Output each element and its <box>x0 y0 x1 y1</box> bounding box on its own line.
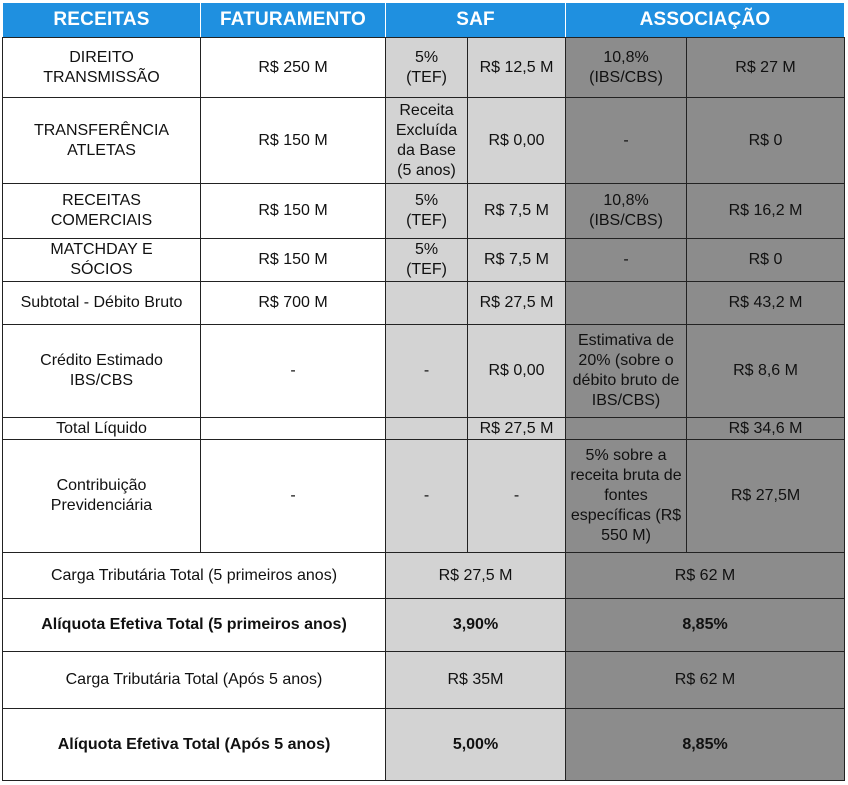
faturamento-value: R$ 150 M <box>201 239 386 282</box>
summary-assoc: R$ 62 M <box>566 652 845 709</box>
assoc-rate-empty <box>566 282 687 325</box>
tax-comparison-table <box>2 2 845 781</box>
row-label: Crédito Estimado IBS/CBS <box>3 325 201 418</box>
assoc-rate: 5% sobre a receita bruta de fontes específicas (R$ 550 M) <box>566 440 687 553</box>
assoc-rate: 10,8% (IBS/CBS) <box>566 184 687 239</box>
faturamento-value: R$ 700 M <box>201 282 386 325</box>
summary-saf: R$ 27,5 M <box>386 553 566 599</box>
assoc-rate: - <box>566 239 687 282</box>
row-total-liquido <box>3 418 845 440</box>
row-label: MATCHDAY E SÓCIOS <box>3 239 201 282</box>
saf-value: - <box>468 440 566 553</box>
summary-assoc: 8,85% <box>566 709 845 781</box>
faturamento-empty <box>201 418 386 440</box>
row-label: Total Líquido <box>3 418 201 440</box>
saf-rate: - <box>386 440 468 553</box>
row-aliquota-apos-5-anos <box>3 709 845 781</box>
row-carga-apos-5-anos <box>3 652 845 709</box>
row-label: Contribuição Previdenciária <box>3 440 201 553</box>
header-saf: SAF <box>386 3 566 38</box>
summary-assoc: R$ 62 M <box>566 553 845 599</box>
row-receitas-comerciais <box>3 184 845 239</box>
summary-saf: 5,00% <box>386 709 566 781</box>
row-contribuicao-previdenciaria <box>3 440 845 553</box>
saf-rate: 5% (TEF) <box>386 239 468 282</box>
assoc-rate: Estimativa de 20% (sobre o débito bruto de IBS/CBS) <box>566 325 687 418</box>
assoc-value: R$ 16,2 M <box>687 184 845 239</box>
summary-label: Carga Tributária Total (5 primeiros anos) <box>3 553 386 599</box>
row-direito-transmissao <box>3 38 845 98</box>
row-label: RECEITAS COMERCIAIS <box>3 184 201 239</box>
header-associacao: ASSOCIAÇÃO <box>566 3 845 38</box>
faturamento-value: - <box>201 325 386 418</box>
summary-saf: 3,90% <box>386 599 566 652</box>
saf-value: R$ 27,5 M <box>468 282 566 325</box>
assoc-value: R$ 27 M <box>687 38 845 98</box>
header-row <box>3 3 845 38</box>
summary-label: Carga Tributária Total (Após 5 anos) <box>3 652 386 709</box>
row-matchday-socios <box>3 239 845 282</box>
summary-label: Alíquota Efetiva Total (5 primeiros anos) <box>3 599 386 652</box>
assoc-rate-empty <box>566 418 687 440</box>
saf-rate-empty <box>386 282 468 325</box>
row-aliquota-5-anos <box>3 599 845 652</box>
faturamento-value: R$ 150 M <box>201 184 386 239</box>
saf-value: R$ 0,00 <box>468 325 566 418</box>
saf-value: R$ 7,5 M <box>468 239 566 282</box>
row-carga-5-anos <box>3 553 845 599</box>
assoc-rate: 10,8% (IBS/CBS) <box>566 38 687 98</box>
saf-rate: - <box>386 325 468 418</box>
assoc-value: R$ 8,6 M <box>687 325 845 418</box>
header-faturamento: FATURAMENTO <box>201 3 386 38</box>
saf-value: R$ 7,5 M <box>468 184 566 239</box>
assoc-value: R$ 27,5M <box>687 440 845 553</box>
saf-rate: 5% (TEF) <box>386 184 468 239</box>
assoc-value: R$ 43,2 M <box>687 282 845 325</box>
assoc-value: R$ 0 <box>687 98 845 184</box>
saf-rate-empty <box>386 418 468 440</box>
assoc-rate: - <box>566 98 687 184</box>
faturamento-value: R$ 150 M <box>201 98 386 184</box>
header-receitas: RECEITAS <box>3 3 201 38</box>
faturamento-value: - <box>201 440 386 553</box>
saf-value: R$ 0,00 <box>468 98 566 184</box>
faturamento-value: R$ 250 M <box>201 38 386 98</box>
row-label: DIREITO TRANSMISSÃO <box>3 38 201 98</box>
saf-value: R$ 12,5 M <box>468 38 566 98</box>
summary-saf: R$ 35M <box>386 652 566 709</box>
saf-value: R$ 27,5 M <box>468 418 566 440</box>
assoc-value: R$ 34,6 M <box>687 418 845 440</box>
assoc-value: R$ 0 <box>687 239 845 282</box>
saf-rate: 5% (TEF) <box>386 38 468 98</box>
summary-assoc: 8,85% <box>566 599 845 652</box>
row-label: TRANSFERÊNCIA ATLETAS <box>3 98 201 184</box>
summary-label: Alíquota Efetiva Total (Após 5 anos) <box>3 709 386 781</box>
row-label: Subtotal - Débito Bruto <box>3 282 201 325</box>
row-transferencia-atletas <box>3 98 845 184</box>
row-subtotal <box>3 282 845 325</box>
saf-rate: Receita Excluída da Base (5 anos) <box>386 98 468 184</box>
row-credito-estimado <box>3 325 845 418</box>
